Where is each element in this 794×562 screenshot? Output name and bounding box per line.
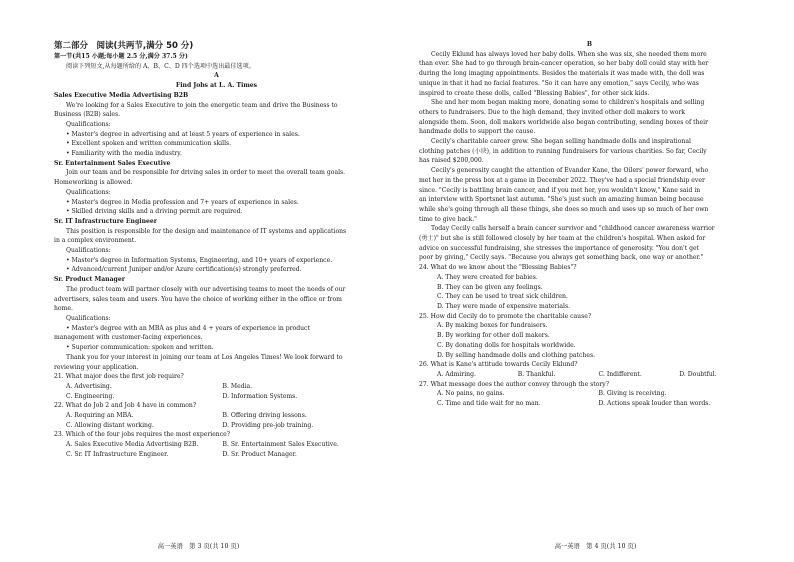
text-line: B [586, 41, 593, 48]
text-line: • Excellent spoken and written communication skills. [66, 140, 232, 148]
answer-option: C. Time and tide wait for no man. [437, 400, 541, 408]
left-page-text [54, 40, 379, 460]
text-line: advertisers, sales team and users. You have the choice of working either in the office or from [54, 295, 342, 303]
answer-option: B. Thankful. [517, 370, 556, 378]
text-line: 21. What major does the first job require? [54, 373, 184, 381]
text-line: Cecily Eklund has always loved her baby dolls. When she was six, she needed them more [431, 50, 707, 58]
answer-option: D. Providing pre-job training. [222, 421, 314, 429]
text-line: Sales Executive Media Advertising B2B [54, 91, 189, 99]
answer-options-row [419, 370, 760, 380]
right-page-text [419, 40, 760, 409]
text-line: 23. Which of the four jobs requires the most experience? [54, 431, 231, 439]
answer-option: A. Requiring an MBA. [66, 412, 134, 420]
text-line: (勇士)" but she is still followed closely by her team at the children's hospital. When asked for [419, 235, 706, 243]
answer-option: A. Sales Executive Media Advertising B2B. [66, 441, 199, 449]
text-line: Today Cecily calls herself a brain cancer survivor and "childhood cancer awareness warrior [431, 225, 715, 233]
text-line: 22. What do Job 2 and Job 4 have in common? [54, 402, 197, 410]
text-line: Cecily's generosity caught the attention of Evander Kane, the Oilers' power forward, who [431, 167, 709, 175]
text-line: 26. What is Kane's attitude towards Cecily Eklund? [419, 361, 578, 369]
page-footer-right: 高一英语 第 4 页(共 10 页) [554, 543, 637, 550]
text-line: poor by giving," Cecily says. "Because you always get something back, one way or another." [419, 254, 704, 262]
text-line: • Master's degree with an MBA as plus and 4 + years of experience in product [66, 324, 310, 332]
text-line: • Superior communication: spoken and written. [66, 344, 214, 352]
text-line: 27. What message does the author convey through the story? [419, 380, 610, 388]
text-line: B. They can be given any feelings. [437, 283, 543, 291]
text-line: She and her mom began making more, donating some to children's hospitals and selling [431, 99, 705, 107]
text-line: 25. How did Cecily do to promote the charitable cause? [419, 312, 592, 320]
answer-option: A. No pains, no gains. [437, 390, 505, 398]
text-line: • Master's degree in Media profession and 7+ years of experience in sales. [66, 198, 299, 206]
text-line: • Skilled driving skills and a driving permit are required. [66, 208, 243, 216]
text-line: • Master's degree in advertising and at least 5 years of experience in sales. [66, 130, 300, 138]
text-line: unique in that it had no facial features. "So it can have any emotion," says Cecily, who was [419, 79, 699, 87]
text-line: handmade dolls to support the cause. [419, 128, 536, 136]
answer-option: D. Sr. Product Manager. [222, 450, 297, 458]
text-line: A. By making boxes for fundraisers. [437, 322, 548, 330]
text-line: clothing patches (小块), in addition to running fundraisers for various charities. So far, Cecily [419, 147, 707, 155]
page-footer-left: 高一英语 第 3 页(共 10 页) [157, 543, 240, 550]
text-line: • Advanced/current Juniper and/or Azure certification(s) strongly preferred. [66, 266, 302, 274]
text-line: D. By selling handmade dolls and clothing patches. [437, 351, 596, 359]
text-line: Qualifications: [66, 247, 111, 255]
text-line: during the long imaging appointments. Besides the materials it was made with, the doll was [419, 70, 705, 78]
exam-page-right [397, 0, 794, 562]
answer-option: B. Giving is receiving. [598, 390, 667, 398]
answer-options-row [54, 421, 379, 431]
text-line: Find Jobs at L. A. Times [175, 82, 258, 90]
answer-option: C. Indifferent. [598, 370, 642, 378]
answer-option: A. Admiring. [437, 370, 476, 378]
text-line: Sr. Entertainment Sales Executive [54, 159, 171, 167]
text-line: others to fundraisers. Due to the high demand, they invited other doll makers to work [419, 108, 686, 116]
text-line: alongside them. Soon, doll makers worldwide also began contributing, sending boxes of their [419, 118, 708, 126]
text-line: in a complex environment. [54, 237, 137, 245]
text-line: advice on successful fundraising, she stresses the importance of generosity. "You don't get [419, 244, 700, 252]
text-line: home. [54, 305, 73, 313]
text-line: reviewing your application. [54, 363, 139, 371]
text-line: 24. What do we know about the "Blessing Babies"? [419, 264, 577, 272]
text-line: We're looking for a Sales Executive to join the energetic team and drive the Business to [66, 101, 338, 109]
answer-option: C. Sr. IT Infrastructure Engineer. [66, 450, 169, 458]
answer-options-row [54, 440, 379, 450]
text-line: time to give back." [419, 215, 477, 223]
text-line: met her in the press box at a game in December 2022. They've had a special friendship ever [419, 176, 705, 184]
text-line: D. They were made of expensive materials. [437, 302, 571, 310]
answer-option: D. Actions speak louder than words. [598, 400, 711, 408]
text-line: 第二部分 阅读(共两节,满分 50 分) [54, 41, 194, 51]
text-line: The product team will partner closely with our advertising teams to meet the needs of our [66, 285, 346, 293]
text-line: C. By donating dolls for hospitals worldwide. [437, 341, 576, 349]
answer-options-row [54, 382, 379, 392]
text-line: This position is responsible for the design and maintenance of IT systems and applications [66, 227, 347, 235]
answer-options-row [419, 389, 760, 399]
text-line: Sr. IT Infrastructure Engineer [54, 217, 157, 225]
text-line: Cecily's charitable career grew. She began selling handmade dolls and inspirational [431, 138, 691, 146]
text-line: 阅读下列短文,从每题所给的 A、B、C、D 四个选项中选出最佳选项。 [66, 62, 255, 70]
answer-option: C. Allowing distant working. [66, 421, 154, 429]
text-line: Qualifications: [66, 188, 111, 196]
text-line: 第一节(共15 小题;每小题 2.5 分,满分 37.5 分) [54, 53, 188, 60]
text-line: Thank you for your interest in joining our team at Los Angeles Times! We look forward to [66, 353, 343, 361]
text-line: Homeworking is allowed. [54, 179, 133, 187]
text-line: Qualifications: [66, 314, 111, 322]
text-line: management with customer-facing experiences. [54, 334, 203, 342]
text-line: inspired to create these dolls, called "Blessing Babies", for other sick kids. [419, 89, 650, 97]
text-line: Business (B2B) sales. [54, 111, 121, 119]
text-line: has raised $200,000. [419, 157, 484, 165]
text-line: C. They can be used to treat sick children. [437, 293, 568, 301]
answer-option: A. Advertising. [66, 382, 112, 390]
text-line: • Master's degree in Information Systems, Engineering, and 10+ years of experience. [66, 256, 333, 264]
text-line: A. They were created for babies. [437, 273, 538, 281]
text-line: an interview with Sportsnet last autumn. "She's just such an amazing human being because [419, 196, 704, 204]
text-line: than ever. She had to go through brain-cancer operation, so her baby doll could stay with her [419, 60, 709, 68]
text-line: since. "Cecily is battling brain cancer, and if you met her, you wouldn't know," Kane said in [419, 186, 701, 194]
answer-option: B. Media. [222, 382, 253, 390]
text-line: while she's going through all these things, she does so much and uses up so much of her own [419, 205, 709, 213]
answer-option: D. Doubtful. [679, 370, 717, 378]
text-line: A [214, 72, 219, 80]
answer-option: D. Information Systems. [222, 392, 298, 400]
answer-option: C. Engineering. [66, 392, 115, 400]
text-line: Sr. Product Manager [54, 276, 125, 284]
answer-option: B. Offering driving lessons. [222, 412, 307, 420]
answer-option: B. Sr. Entertainment Sales Executive. [222, 441, 339, 449]
answer-options-row [419, 399, 760, 409]
answer-options-row [54, 392, 379, 402]
answer-options-row [54, 411, 379, 421]
text-line: • Familiarity with the media industry. [66, 150, 182, 158]
text-line: B. By working for other doll makers. [437, 332, 550, 340]
text-line: Qualifications: [66, 120, 111, 128]
text-line: Join our team and be responsible for driving sales in order to meet the overall team goals. [66, 169, 346, 177]
answer-options-row [54, 450, 379, 460]
